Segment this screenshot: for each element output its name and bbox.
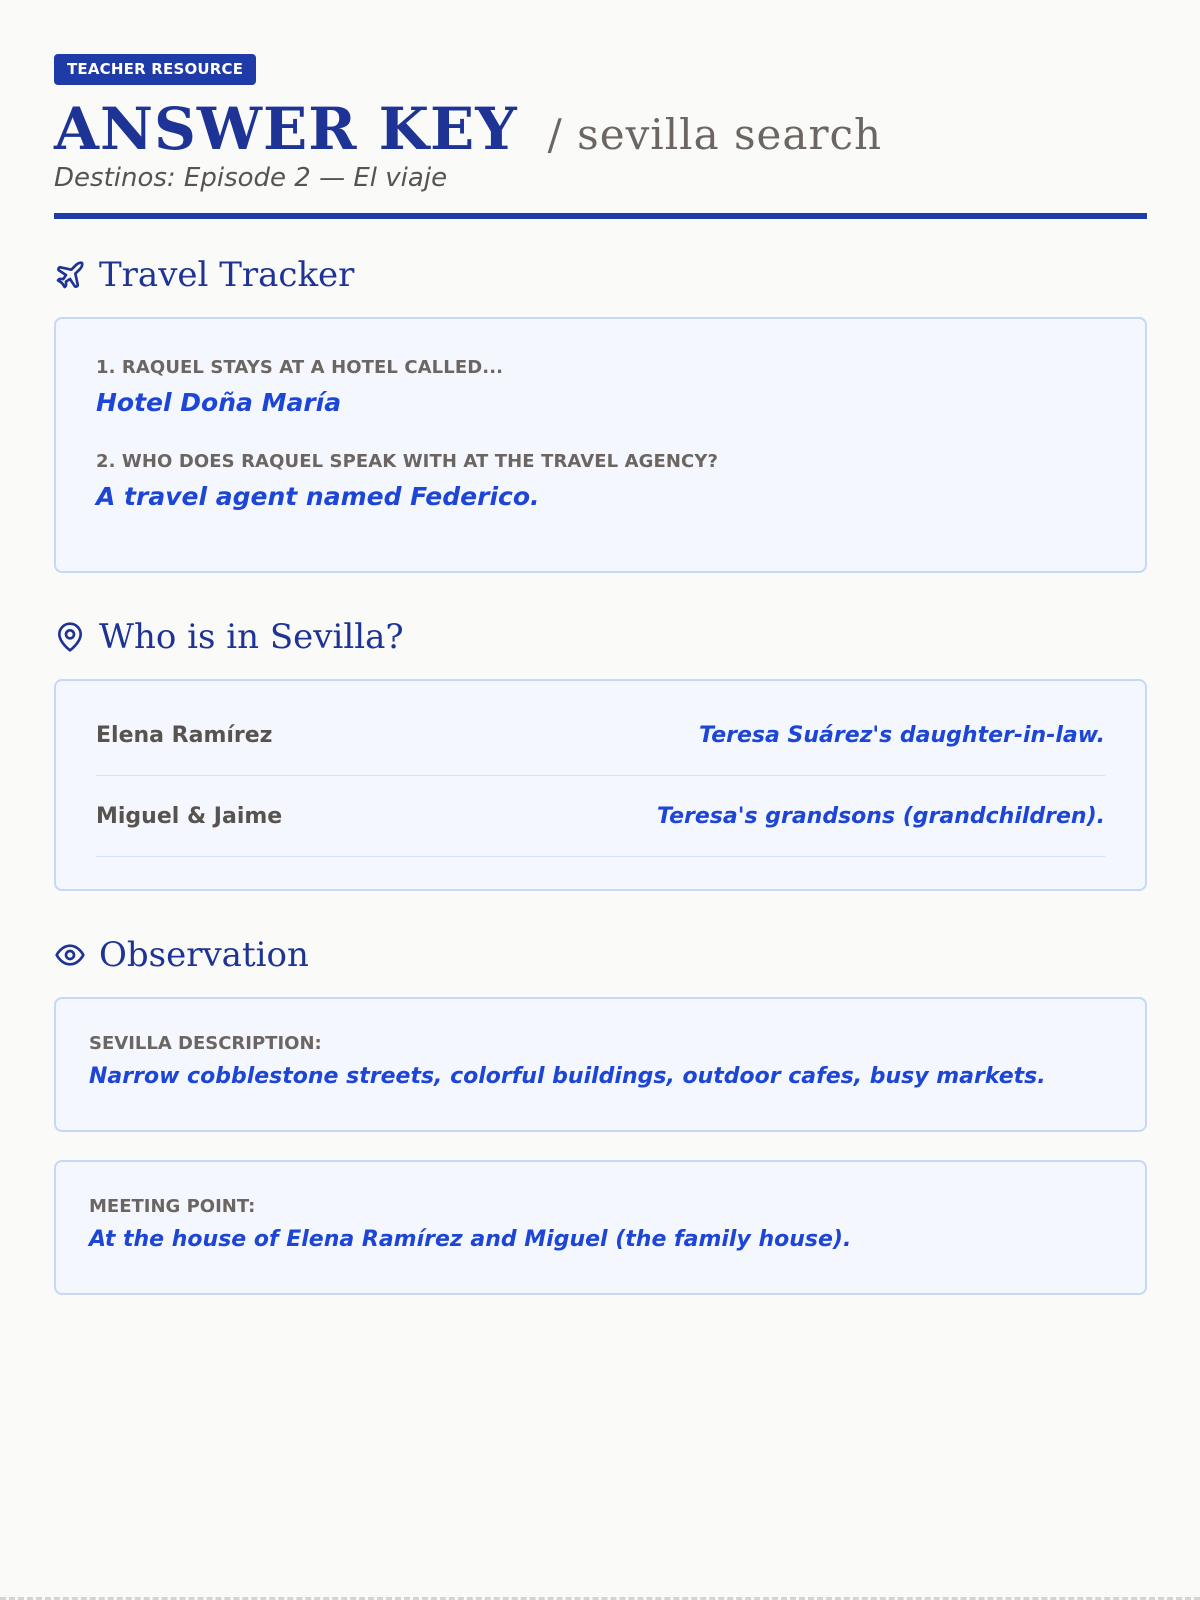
plane-icon bbox=[54, 259, 86, 291]
character-answer: Teresa Suárez's daughter-in-law. bbox=[699, 722, 1105, 748]
travel-tracker-heading bbox=[54, 255, 1147, 295]
teacher-resource-badge: TEACHER RESOURCE bbox=[54, 54, 256, 85]
header-divider bbox=[54, 213, 1147, 219]
page-title: ANSWER KEY bbox=[54, 95, 518, 163]
title-row bbox=[54, 95, 1147, 161]
character-answer: Teresa's grandsons (grandchildren). bbox=[656, 803, 1105, 829]
eye-icon bbox=[54, 939, 86, 971]
observation-heading bbox=[54, 935, 1147, 975]
travel-tracker-card bbox=[54, 317, 1147, 573]
observation-answer: Narrow cobblestone streets, colorful buildings, outdoor cafes, busy markets. bbox=[89, 1064, 1046, 1089]
observation-label: SEVILLA DESCRIPTION: bbox=[89, 1033, 322, 1054]
question-answer: A travel agent named Federico. bbox=[96, 482, 540, 511]
answer-key-page bbox=[54, 54, 1147, 1295]
observation-title: Observation bbox=[99, 935, 309, 975]
page-title-slug: / sevilla search bbox=[547, 110, 883, 159]
who-in-sevilla-card bbox=[54, 679, 1147, 891]
question-item bbox=[96, 451, 1105, 511]
episode-subtitle: Destinos: Episode 2 — El viaje bbox=[54, 163, 448, 193]
question-item bbox=[96, 357, 1105, 417]
meeting-point-card bbox=[54, 1160, 1147, 1295]
character-name: Elena Ramírez bbox=[96, 722, 273, 748]
character-row bbox=[96, 695, 1105, 776]
observation-label: MEETING POINT: bbox=[89, 1196, 256, 1217]
map-pin-icon bbox=[54, 621, 86, 653]
character-name: Miguel & Jaime bbox=[96, 803, 283, 829]
sevilla-description-card bbox=[54, 997, 1147, 1132]
character-row bbox=[96, 776, 1105, 857]
travel-tracker-title: Travel Tracker bbox=[99, 255, 355, 295]
question-label: 1. RAQUEL STAYS AT A HOTEL CALLED... bbox=[96, 357, 504, 378]
who-in-sevilla-heading bbox=[54, 617, 1147, 657]
question-answer: Hotel Doña María bbox=[96, 388, 342, 417]
question-label: 2. WHO DOES RAQUEL SPEAK WITH AT THE TRAVEL AGENCY? bbox=[96, 451, 719, 472]
observation-answer: At the house of Elena Ramírez and Miguel (the family house). bbox=[89, 1227, 852, 1252]
who-in-sevilla-title: Who is in Sevilla? bbox=[99, 617, 404, 657]
